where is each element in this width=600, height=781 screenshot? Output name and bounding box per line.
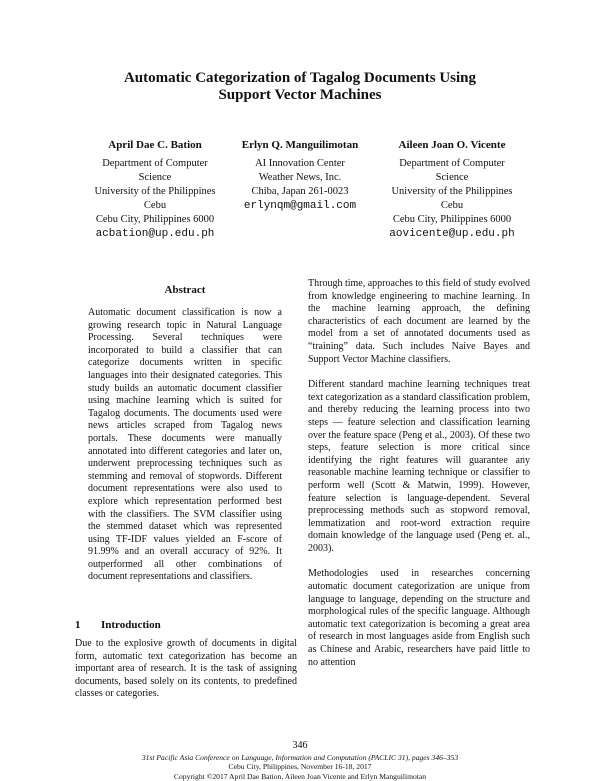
- body-paragraph-1: Through time, approaches to this field of study evolved from knowledge engineering to machine learning. In the machine learning approach, the defining characteristics of each document are learned by the model from a set of annotated documents used as “training” data. Such includes Naive Bayes and Support Vector Machine classifiers.: [308, 278, 530, 365]
- author-affiliation-line: Chiba, Japan 261-0023: [251, 186, 349, 197]
- page-number: 346: [292, 740, 308, 751]
- body-paragraph-3: Methodologies used in researches concerning automatic document categorization are unique from language to language, depending on the structure and morphological rules of the specific language. Although automatic text categorization is becoming a great area of research in most languages aside from English such as Chinese and Arabic, researchers have paid little to no attention: [308, 568, 530, 668]
- title-line-2: Support Vector Machines: [218, 87, 382, 103]
- author-affiliation-line: Department of Computer: [399, 158, 505, 169]
- section-title: Introduction: [101, 619, 161, 631]
- body-paragraph-2: Different standard machine learning techniques treat text categorization as a standard classification problem, and thereby reducing the learning process into two steps — feature selection and classification learning over the feature space (Peng et al., 2003). Of these two steps, feature selection is more critical since identifying the right features will guarantee any reasonable machine learning technique or classifier to perform well (Scott & Matwin, 1999). However, feature selection is language-dependent. Several preprocessing methods such as stopword removal, lemmatization and root-word extraction require domain knowledge of the language used (Peng et. al., 2003).: [308, 379, 530, 554]
- author-affiliation-line: Weather News, Inc.: [258, 172, 342, 183]
- author-affiliation-line: Cebu: [143, 200, 167, 211]
- footer-location: Cebu City, Philippines, November 16-18, 2017: [228, 762, 372, 772]
- author-affiliation-line: University of the Philippines: [94, 186, 216, 197]
- paper-title: [0, 70, 600, 104]
- author-affiliation-line: Science: [435, 172, 469, 183]
- section-heading-introduction: [75, 619, 161, 631]
- introduction-paragraph: Due to the explosive growth of documents in digital form, automatic text categorization has become an important area of research. It is the task of assigning documents, based solely on its contents, to predefined classes or categories.: [75, 638, 297, 700]
- author-affiliation-line: Department of Computer: [102, 158, 208, 169]
- title-line-1: Automatic Categorization of Tagalog Documents Using: [123, 70, 477, 86]
- author-affiliation-line: AI Innovation Center: [255, 158, 345, 169]
- author-email[interactable]: erlynqm@gmail.com: [243, 200, 357, 212]
- author-affiliation-line: Cebu: [440, 200, 464, 211]
- footer-conference: 31st Pacific Asia Conference on Language, Information and Computation (PACLIC 31), pages 346–353: [141, 753, 459, 762]
- author-block-2: [215, 138, 385, 213]
- footer-copyright: Copyright ©2017 April Dae Bation, Aileen Joan Vicente and Erlyn Manguilimotan: [173, 771, 427, 781]
- author-affiliation-line: Cebu City, Philippines 6000: [392, 214, 512, 225]
- author-affiliation-line: University of the Philippines: [391, 186, 513, 197]
- author-name: April Dae C. Bation: [108, 139, 202, 151]
- footer-citation: [0, 753, 600, 781]
- right-column: [308, 278, 530, 669]
- author-affiliation-line: Science: [138, 172, 172, 183]
- abstract-text: Automatic document classification is now a growing research topic in Natural Language Processing. Several techniques were incorporated to build a classifier that can categorize documents written in specific languages into their designated categories. This study builds an automatic document classifier using machine learning which is suited for Tagalog documents. The documents used were news articles scraped from Tagalog news portals. These documents were manually annotated into different categories and later on, underwent preprocessing techniques such as stemming and removal of stopwords. Different document representations were also used to explore which representation performed best with the classifiers. The SVM classifier using the stemmed dataset which was represented using TF-IDF values yielded an F-score of 91.99% and an overall accuracy of 92%. It outperformed all other combinations of document representations and classifiers.: [88, 307, 282, 583]
- author-email[interactable]: acbation@up.edu.ph: [95, 228, 215, 240]
- author-name: Aileen Joan O. Vicente: [398, 139, 506, 151]
- author-email[interactable]: aovicente@up.edu.ph: [389, 228, 515, 240]
- section-number: 1: [75, 619, 81, 631]
- author-block-3: [367, 138, 537, 241]
- abstract-body: [88, 307, 282, 584]
- introduction-body: [75, 638, 297, 701]
- author-name: Erlyn Q. Manguilimotan: [241, 139, 359, 151]
- abstract-heading: Abstract: [164, 284, 206, 296]
- author-affiliation-line: Cebu City, Philippines 6000: [95, 214, 215, 225]
